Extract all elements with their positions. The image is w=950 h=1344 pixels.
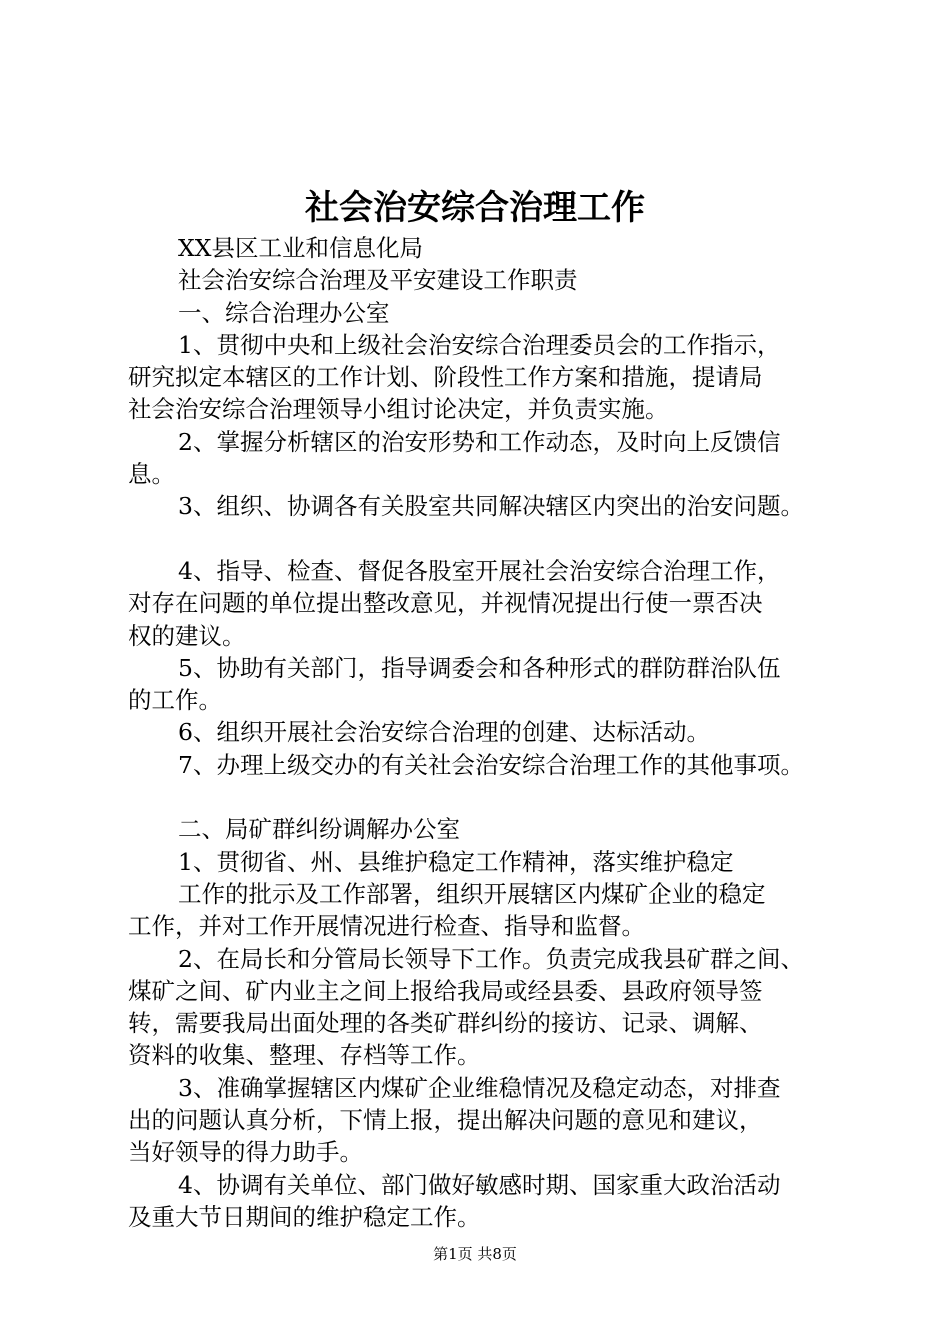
document-title: 社会治安综合治理工作 <box>305 188 645 228</box>
blank-line <box>128 523 848 555</box>
paragraph-item-1-2: 2、掌握分析辖区的治安形势和工作动态，及时向上反馈信 息。 <box>128 427 781 489</box>
paragraph-item-1-3: 3、组织、协调各有关股室共同解决辖区内突出的治安问题。 <box>178 492 804 521</box>
paragraph-item-2-3: 3、准确掌握辖区内煤矿企业维稳情况及稳定动态，对排查 出的问题认真分析，下情上报，提出解决问题的意见和建议， 当好领导的得力助手。 <box>128 1073 781 1167</box>
paragraph-item-1-7: 7、办理上级交办的有关社会治安综合治理工作的其他事项。 <box>178 750 804 779</box>
section-heading-1: 一、综合治理办公室 <box>178 298 390 327</box>
paragraph-organization: XX县区工业和信息化局 <box>178 234 423 262</box>
paragraph-item-2-2: 2、在局长和分管局长领导下工作。负责完成我县矿群之间、 煤矿之间、矿内业主之间上报给我局或经县委、县政府领导签 转，需要我局出面处理的各类矿群纠纷的接访、记录、调解、 资料的收集、整理、存档等工作。 <box>128 944 804 1070</box>
document-body <box>128 232 848 1233</box>
paragraph-item-1-5: 5、协助有关部门，指导调委会和各种形式的群防群治队伍 的工作。 <box>128 653 781 715</box>
section-heading-2: 二、局矿群纠纷调解办公室 <box>178 815 460 844</box>
paragraph-item-1-4: 4、指导、检查、督促各股室开展社会治安综合治理工作， 对存在问题的单位提出整改意见，并视情况提出行使一票否决 权的建议。 <box>128 556 781 650</box>
paragraph-item-2-1: 1、贯彻省、州、县维护稳定工作精神，落实维护稳定 <box>178 847 734 876</box>
paragraph-item-2-1-continued: 工作的批示及工作部署，组织开展辖区内煤矿企业的稳定 工作，并对工作开展情况进行检查、指导和监督。 <box>128 879 766 941</box>
page-number-footer: 第1页 共8页 <box>433 1245 517 1263</box>
paragraph-item-1-6: 6、组织开展社会治安综合治理的创建、达标活动。 <box>178 718 710 747</box>
blank-line <box>128 781 848 813</box>
paragraph-item-2-4: 4、协调有关单位、部门做好敏感时期、国家重大政治活动 及重大节日期间的维护稳定工作。 <box>128 1170 781 1231</box>
paragraph-subtitle: 社会治安综合治理及平安建设工作职责 <box>178 266 578 295</box>
paragraph-item-1-1: 1、贯彻中央和上级社会治安综合治理委员会的工作指示， 研究拟定本辖区的工作计划、阶段性工作方案和措施，提请局 社会治安综合治理领导小组讨论决定，并负责实施。 <box>128 330 781 424</box>
